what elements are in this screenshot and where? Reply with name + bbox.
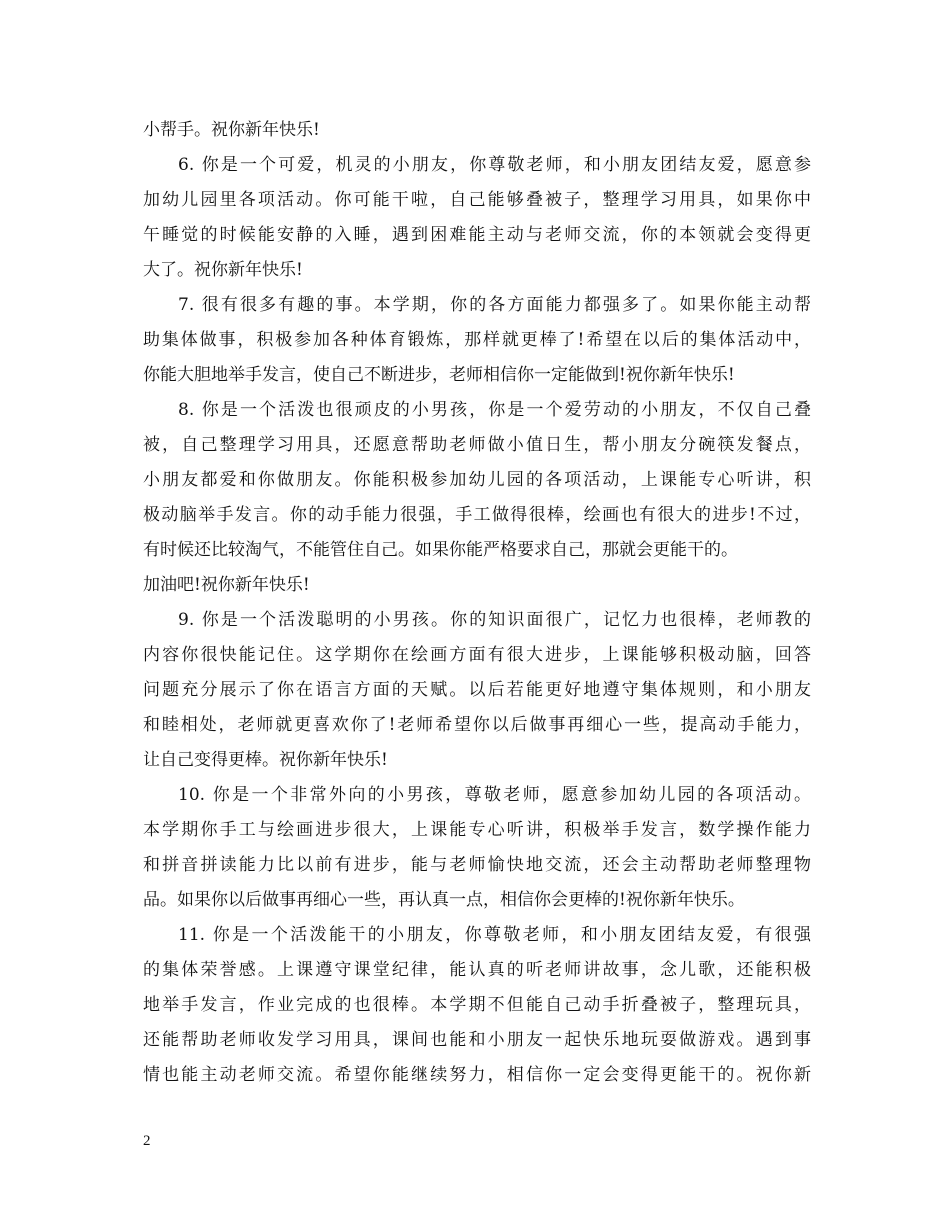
text-line: 让自己变得更棒。祝你新年快乐! (143, 750, 388, 770)
text-line: 午睡觉的时候能安静的入睡，遇到困难能主动与老师交流，你的本领就会变得更 (143, 225, 811, 245)
text-line: 助集体做事，积极参加各种体育锻炼，那样就更棒了!希望在以后的集体活动中， (143, 330, 811, 350)
text-line: 7. 很有很多有趣的事。本学期，你的各方面能力都强多了。如果你能主动帮 (178, 295, 811, 315)
text-line: 问题充分展示了你在语言方面的天赋。以后若能更好地遵守集体规则，和小朋友 (143, 680, 811, 700)
text-line: 本学期你手工与绘画进步很大，上课能专心听讲，积极举手发言，数学操作能力 (143, 820, 811, 840)
text-line: 内容你很快能记住。这学期你在绘画方面有很大进步，上课能够积极动脑，回答 (143, 645, 811, 665)
text-line: 和睦相处，老师就更喜欢你了!老师希望你以后做事再细心一些，提高动手能力， (143, 715, 811, 735)
text-line: 情也能主动老师交流。希望你能继续努力，相信你一定会变得更能干的。祝你新 (143, 1065, 811, 1085)
text-line: 加幼儿园里各项活动。你可能干啦，自己能够叠被子，整理学习用具，如果你中 (143, 190, 811, 210)
text-line: 加油吧!祝你新年快乐! (143, 575, 310, 595)
text-line: 极动脑举手发言。你的动手能力很强，手工做得很棒，绘画也有很大的进步!不过， (143, 505, 811, 525)
text-line: 有时候还比较淘气，不能管住自己。如果你能严格要求自己，那就会更能干的。 (143, 540, 738, 560)
text-line: 8. 你是一个活泼也很顽皮的小男孩，你是一个爱劳动的小朋友，不仅自己叠 (178, 400, 811, 420)
text-line: 还能帮助老师收发学习用具，课间也能和小朋友一起快乐地玩耍做游戏。遇到事 (143, 1030, 811, 1050)
text-line: 10. 你是一个非常外向的小男孩，尊敬老师，愿意参加幼儿园的各项活动。 (178, 785, 811, 805)
page-number: 2 (143, 1133, 151, 1149)
text-line: 小朋友都爱和你做朋友。你能积极参加幼儿园的各项活动，上课能专心听讲，积 (143, 470, 811, 490)
text-line: 大了。祝你新年快乐! (143, 260, 303, 280)
text-line: 被，自己整理学习用具，还愿意帮助老师做小值日生，帮小朋友分碗筷发餐点， (143, 435, 811, 455)
text-line: 6. 你是一个可爱，机灵的小朋友，你尊敬老师，和小朋友团结友爱，愿意参 (178, 155, 811, 175)
text-line: 11. 你是一个活泼能干的小朋友，你尊敬老师，和小朋友团结友爱，有很强 (178, 925, 811, 945)
text-line: 地举手发言，作业完成的也很棒。本学期不但能自己动手折叠被子，整理玩具， (143, 995, 811, 1015)
text-line: 和拼音拼读能力比以前有进步，能与老师愉快地交流，还会主动帮助老师整理物 (143, 855, 811, 875)
text-line: 小帮手。祝你新年快乐! (143, 120, 320, 140)
text-line: 品。如果你以后做事再细心一些，再认真一点，相信你会更棒的!祝你新年快乐。 (143, 890, 745, 910)
page-body (143, 113, 811, 1093)
text-line: 9. 你是一个活泼聪明的小男孩。你的知识面很广，记忆力也很棒，老师教的 (178, 610, 811, 630)
text-line: 你能大胆地举手发言，使自己不断进步，老师相信你一定能做到!祝你新年快乐! (143, 365, 735, 385)
text-line: 的集体荣誉感。上课遵守课堂纪律，能认真的听老师讲故事，念儿歌，还能积极 (143, 960, 811, 980)
